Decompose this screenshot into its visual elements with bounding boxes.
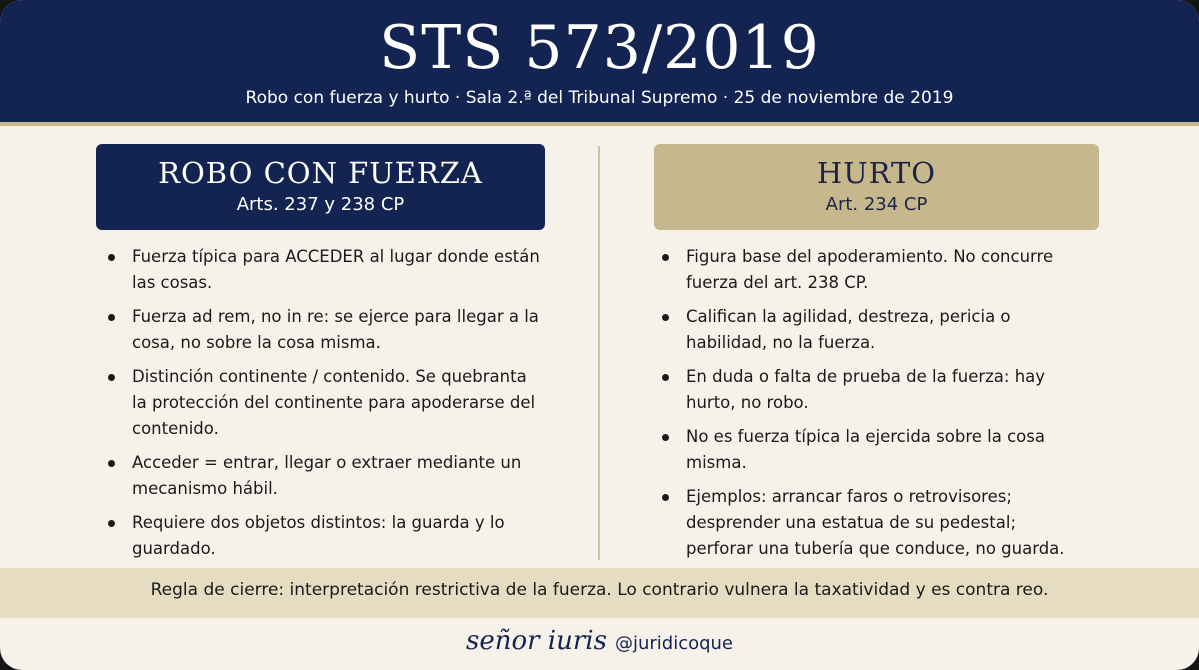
robo-title: ROBO CON FUERZA (158, 156, 483, 190)
hurto-title: HURTO (816, 156, 937, 190)
list-item-text: En duda o falta de prueba de la fuerza: hay hurto, no robo. (686, 367, 1046, 412)
list-item (104, 244, 544, 296)
column-divider (598, 146, 600, 560)
header-banner (0, 0, 1199, 126)
bullet-icon (108, 254, 115, 261)
list-item (658, 364, 1078, 416)
robo-points-list (104, 244, 544, 570)
brand-name: señor iuris (465, 626, 607, 656)
closing-rule-text: Regla de cierre: interpretación restrictiva de la fuerza. Lo contrario vulnera la taxatividad y es contra reo. (150, 580, 1049, 600)
list-item (658, 304, 1078, 356)
list-item-text: Acceder = entrar, llegar o extraer mediante un mecanismo hábil. (132, 453, 522, 498)
bullet-icon (662, 374, 669, 381)
bullet-icon (662, 434, 669, 441)
page-title: STS 573/2019 (379, 13, 820, 83)
hurto-points-list (658, 244, 1078, 570)
brand-signature (0, 626, 1199, 656)
bullet-icon (108, 460, 115, 467)
bullet-icon (662, 494, 669, 501)
list-item (658, 244, 1078, 296)
robo-articles: Arts. 237 y 238 CP (236, 194, 405, 215)
list-item-text: Fuerza típica para ACCEDER al lugar donde están las cosas. (132, 247, 540, 292)
list-item-text: No es fuerza típica la ejercida sobre la cosa misma. (686, 427, 1045, 472)
list-item (658, 484, 1078, 562)
page-subtitle: Robo con fuerza y hurto · Sala 2.ª del Tribunal Supremo · 25 de noviembre de 2019 (245, 88, 954, 108)
hurto-articles: Art. 234 CP (825, 194, 928, 215)
list-item-text: Requiere dos objetos distintos: la guarda y lo guardado. (132, 513, 505, 558)
list-item (104, 450, 544, 502)
bullet-icon (662, 314, 669, 321)
list-item (104, 510, 544, 562)
list-item-text: Fuerza ad rem, no in re: se ejerce para llegar a la cosa, no sobre la cosa misma. (132, 307, 539, 352)
list-item-text: Figura base del apoderamiento. No concurre fuerza del art. 238 CP. (686, 247, 1054, 292)
list-item-text: Distinción continente / contenido. Se quebranta la protección del continente para apoderarse del contenido. (132, 367, 536, 438)
list-item (104, 364, 544, 442)
bullet-icon (662, 254, 669, 261)
bullet-icon (108, 520, 115, 527)
closing-rule-band (0, 568, 1199, 618)
list-item (104, 304, 544, 356)
social-handle: @juridicoque (614, 633, 734, 654)
list-item-text: Califican la agilidad, destreza, pericia o habilidad, no la fuerza. (686, 307, 1011, 352)
list-item (658, 424, 1078, 476)
bullet-icon (108, 374, 115, 381)
robo-heading-box (96, 144, 545, 230)
bullet-icon (108, 314, 115, 321)
hurto-heading-box (654, 144, 1099, 230)
list-item-text: Ejemplos: arrancar faros o retrovisores; desprender una estatua de su pedestal; perforar una tubería que conduce, no guarda. (686, 487, 1065, 558)
